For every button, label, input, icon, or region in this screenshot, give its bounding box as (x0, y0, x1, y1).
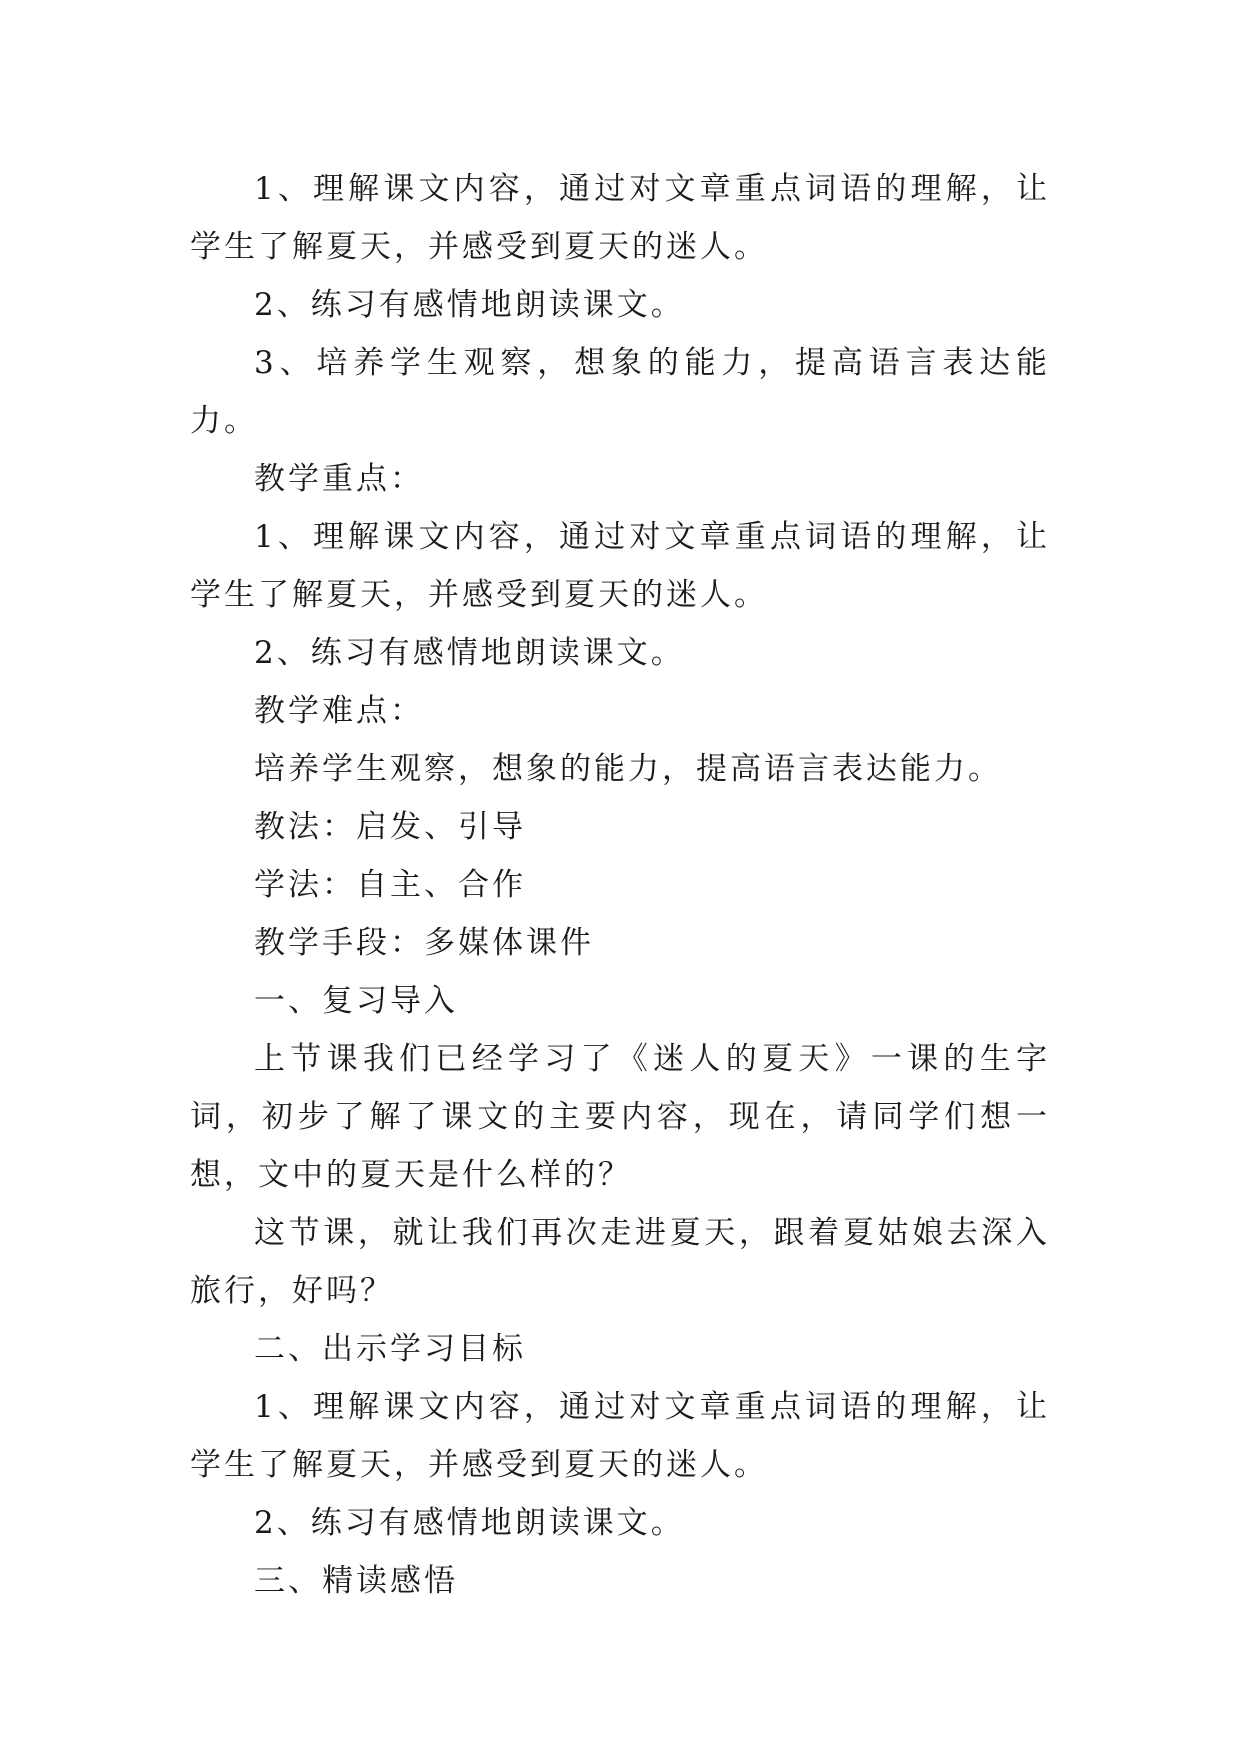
paragraph-goal-3: 3、培养学生观察，想象的能力，提高语言表达能力。 (190, 345, 1050, 439)
heading-close-reading: 三、精读感悟 (254, 1563, 458, 1599)
paragraph-goal-2: 2、练习有感情地朗读课文。 (254, 287, 685, 323)
heading-show-objectives: 二、出示学习目标 (254, 1331, 526, 1367)
paragraph-learning-method: 学法：自主、合作 (254, 867, 526, 903)
heading-review-intro: 一、复习导入 (254, 983, 458, 1019)
paragraph-key-point-2: 2、练习有感情地朗读课文。 (254, 635, 685, 671)
paragraph-difficulty: 培养学生观察，想象的能力，提高语言表达能力。 (254, 751, 1002, 787)
paragraph-objective-2: 2、练习有感情地朗读课文。 (254, 1505, 685, 1541)
heading-key-points: 教学重点： (254, 461, 424, 497)
paragraph-objective-1: 1、理解课文内容，通过对文章重点词语的理解，让学生了解夏天，并感受到夏天的迷人。 (190, 1389, 1050, 1483)
paragraph-review-2: 这节课，就让我们再次走进夏天，跟着夏姑娘去深入旅行，好吗？ (190, 1215, 1050, 1309)
paragraph-review-1: 上节课我们已经学习了《迷人的夏天》一课的生字词，初步了解了课文的主要内容，现在，请同学们想一想，文中的夏天是什么样的？ (190, 1041, 1050, 1193)
heading-difficulties: 教学难点： (254, 693, 424, 729)
document-body (190, 160, 1050, 1610)
paragraph-key-point-1: 1、理解课文内容，通过对文章重点词语的理解，让学生了解夏天，并感受到夏天的迷人。 (190, 519, 1050, 613)
paragraph-teaching-method: 教法：启发、引导 (254, 809, 526, 845)
paragraph-teaching-means: 教学手段：多媒体课件 (254, 925, 594, 961)
paragraph-goal-1: 1、理解课文内容，通过对文章重点词语的理解，让学生了解夏天，并感受到夏天的迷人。 (190, 171, 1050, 265)
